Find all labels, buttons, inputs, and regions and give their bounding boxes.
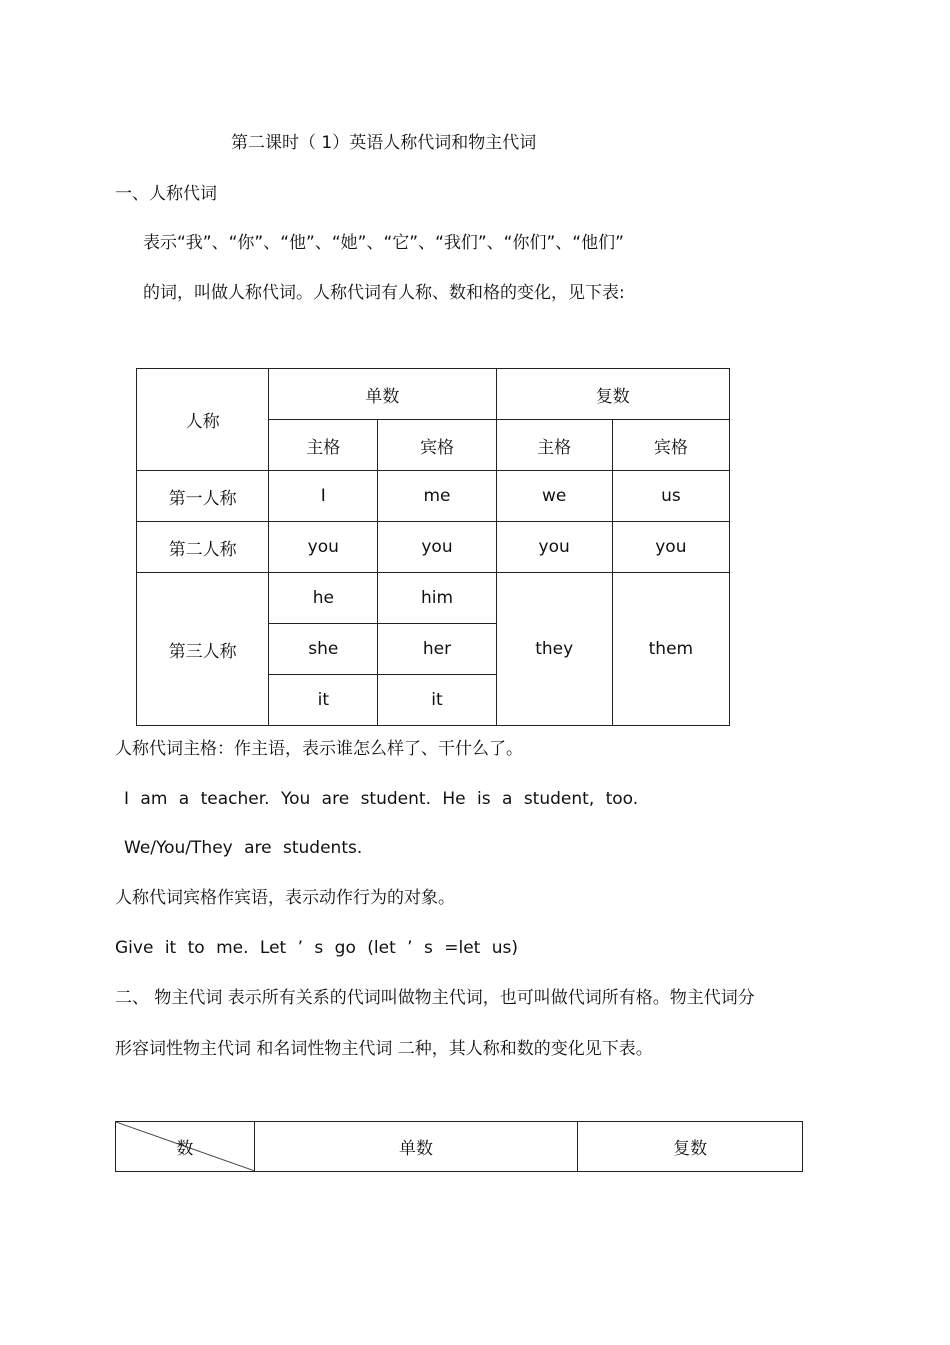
cell: I	[269, 471, 378, 522]
header-singular-subject: 主格	[269, 420, 378, 471]
row-label: 第一人称	[137, 471, 269, 522]
cell: she	[269, 624, 378, 675]
subject-case-note: 人称代词主格：作主语，表示谁怎么样了、干什么了。	[115, 739, 523, 759]
personal-pronoun-table	[136, 368, 730, 726]
cell: we	[496, 471, 612, 522]
cell: them	[612, 573, 729, 726]
example-sentence-2: We/You/They are students.	[124, 838, 363, 858]
header-person: 人称	[137, 369, 269, 471]
cell: me	[378, 471, 496, 522]
header-singular: 单数	[269, 369, 496, 420]
diagonal-header-cell	[116, 1122, 255, 1172]
cell: you	[496, 522, 612, 573]
example-sentence-1: I am a teacher. You are student. He is a student, too.	[124, 789, 639, 809]
table-row	[116, 1122, 803, 1172]
cell: they	[496, 573, 612, 726]
table-row	[137, 522, 730, 573]
header-plural: 复数	[496, 369, 729, 420]
header-plural-object: 宾格	[612, 420, 729, 471]
section1-paragraph-line1: 表示“我”、“你”、“他”、“她”、“它”、“我们”、“你们”、“他们”	[143, 233, 624, 253]
object-case-note: 人称代词宾格作宾语，表示动作行为的对象。	[115, 888, 455, 908]
table-row	[137, 573, 730, 624]
page-title: 第二课时（ 1）英语人称代词和物主代词	[231, 133, 537, 153]
cell: him	[378, 573, 496, 624]
header-number: 数	[176, 1139, 194, 1159]
header-plural-subject: 主格	[496, 420, 612, 471]
section2-line2: 形容词性物主代词 和名词性物主代词 二种，其人称和数的变化见下表。	[115, 1039, 653, 1059]
cell: her	[378, 624, 496, 675]
cell: it	[269, 675, 378, 726]
section2-line1: 二、 物主代词 表示所有关系的代词叫做物主代词，也可叫做代词所有格。物主代词分	[115, 988, 755, 1008]
section1-paragraph-line2: 的词，叫做人称代词。人称代词有人称、数和格的变化，见下表:	[143, 283, 625, 303]
header-plural: 复数	[578, 1122, 803, 1172]
cell: you	[612, 522, 729, 573]
row-label: 第三人称	[137, 573, 269, 726]
cell: us	[612, 471, 729, 522]
header-singular-object: 宾格	[378, 420, 496, 471]
cell: he	[269, 573, 378, 624]
example-sentence-3: Give it to me. Let ’ s go (let ’ s =let us)	[115, 938, 518, 958]
cell: you	[269, 522, 378, 573]
row-label: 第二人称	[137, 522, 269, 573]
cell: it	[378, 675, 496, 726]
header-singular: 单数	[254, 1122, 578, 1172]
table-row	[137, 471, 730, 522]
possessive-pronoun-table	[115, 1121, 803, 1172]
section1-heading: 一、人称代词	[115, 184, 217, 204]
cell: you	[378, 522, 496, 573]
